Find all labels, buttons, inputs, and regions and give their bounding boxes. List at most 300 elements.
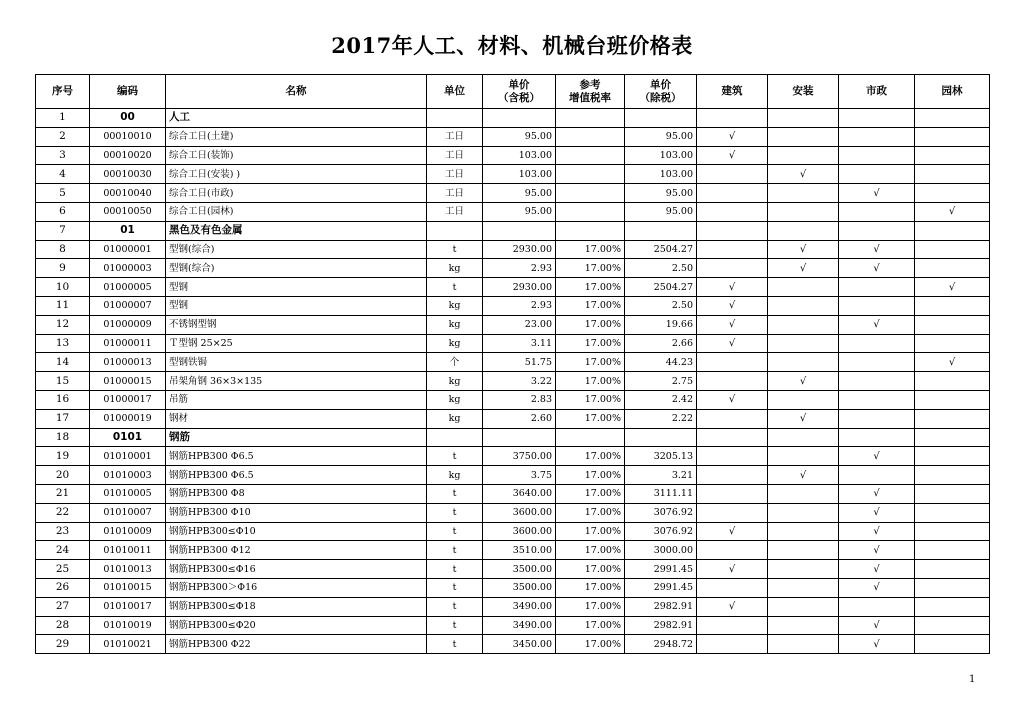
cell-price-notax: 2.50 (625, 296, 697, 315)
cell-seq: 13 (36, 334, 90, 353)
cell-code: 01010009 (90, 522, 166, 541)
cell-unit: kg (427, 390, 483, 409)
cell-unit: t (427, 635, 483, 654)
cell-unit: t (427, 240, 483, 259)
cell-jianzhu (697, 635, 768, 654)
cell-name: 钢筋HPB300＞Φ16 (166, 578, 427, 597)
cell-shizheng (839, 165, 915, 184)
cell-yuanlin (915, 296, 990, 315)
cell-price-notax: 44.23 (625, 353, 697, 372)
cell-shizheng (839, 202, 915, 221)
table-row (36, 334, 990, 353)
cell-unit: 个 (427, 353, 483, 372)
cell-anzhuang: √ (768, 372, 839, 391)
cell-price-tax: 3450.00 (483, 635, 556, 654)
cell-shizheng (839, 409, 915, 428)
cell-jianzhu (697, 109, 768, 128)
cell-code: 00010050 (90, 202, 166, 221)
cell-seq: 5 (36, 184, 90, 203)
cell-price-tax: 3.11 (483, 334, 556, 353)
cell-unit: 工日 (427, 127, 483, 146)
cell-yuanlin (915, 447, 990, 466)
cell-code: 01000003 (90, 259, 166, 278)
cell-price-notax: 3205.13 (625, 447, 697, 466)
header-row (36, 75, 990, 109)
cell-code: 01000001 (90, 240, 166, 259)
cell-unit (427, 109, 483, 128)
cell-seq: 4 (36, 165, 90, 184)
cell-unit: kg (427, 259, 483, 278)
cell-seq: 15 (36, 372, 90, 391)
cell-seq: 7 (36, 221, 90, 240)
cell-name: 型钢 (166, 278, 427, 297)
cell-price-tax: 3.22 (483, 372, 556, 391)
cell-price-tax: 3600.00 (483, 503, 556, 522)
cell-seq: 12 (36, 315, 90, 334)
table-row (36, 259, 990, 278)
cell-code: 00010040 (90, 184, 166, 203)
table-row (36, 296, 990, 315)
cell-price-tax: 3750.00 (483, 447, 556, 466)
cell-name: 综合工日(园林) (166, 202, 427, 221)
cell-unit: t (427, 484, 483, 503)
cell-name: Ｔ型钢 25×25 (166, 334, 427, 353)
cell-shizheng: √ (839, 541, 915, 560)
cell-vat: 17.00% (556, 635, 625, 654)
cell-unit: t (427, 560, 483, 579)
cell-shizheng: √ (839, 503, 915, 522)
cell-vat: 17.00% (556, 597, 625, 616)
cell-price-tax: 3490.00 (483, 597, 556, 616)
cell-unit: t (427, 578, 483, 597)
cell-unit: kg (427, 466, 483, 485)
cell-anzhuang (768, 616, 839, 635)
cell-price-tax: 3500.00 (483, 560, 556, 579)
cell-yuanlin (915, 616, 990, 635)
cell-shizheng: √ (839, 616, 915, 635)
cell-anzhuang (768, 278, 839, 297)
cell-yuanlin (915, 184, 990, 203)
cell-vat: 17.00% (556, 315, 625, 334)
cell-price-tax: 2.93 (483, 259, 556, 278)
cell-jianzhu (697, 240, 768, 259)
cell-price-tax: 2930.00 (483, 278, 556, 297)
cell-yuanlin: √ (915, 202, 990, 221)
cell-price-notax: 2991.45 (625, 578, 697, 597)
cell-code: 01010003 (90, 466, 166, 485)
cell-yuanlin (915, 315, 990, 334)
cell-shizheng (839, 109, 915, 128)
cell-unit: t (427, 278, 483, 297)
cell-yuanlin (915, 428, 990, 447)
cell-seq: 20 (36, 466, 90, 485)
cell-price-tax: 2.83 (483, 390, 556, 409)
cell-price-tax: 103.00 (483, 165, 556, 184)
cell-anzhuang (768, 315, 839, 334)
cell-jianzhu: √ (697, 334, 768, 353)
cell-anzhuang: √ (768, 466, 839, 485)
cell-vat: 17.00% (556, 466, 625, 485)
header-vat-line2: 增值税率 (569, 91, 611, 104)
cell-shizheng (839, 466, 915, 485)
table-row (36, 146, 990, 165)
cell-seq: 16 (36, 390, 90, 409)
cell-price-notax: 2982.91 (625, 616, 697, 635)
cell-seq: 2 (36, 127, 90, 146)
cell-price-tax: 3600.00 (483, 522, 556, 541)
cell-vat (556, 428, 625, 447)
cell-vat: 17.00% (556, 296, 625, 315)
cell-seq: 25 (36, 560, 90, 579)
cell-price-notax: 2.42 (625, 390, 697, 409)
cell-jianzhu: √ (697, 315, 768, 334)
cell-jianzhu: √ (697, 390, 768, 409)
table-body (36, 109, 990, 654)
cell-vat: 17.00% (556, 560, 625, 579)
cell-shizheng (839, 146, 915, 165)
cell-price-tax (483, 428, 556, 447)
cell-price-notax: 2.50 (625, 259, 697, 278)
cell-code: 01010019 (90, 616, 166, 635)
cell-name: 型钢 (166, 296, 427, 315)
cell-price-notax: 2.22 (625, 409, 697, 428)
cell-yuanlin (915, 560, 990, 579)
cell-price-notax: 103.00 (625, 146, 697, 165)
cell-price-notax: 95.00 (625, 202, 697, 221)
cell-jianzhu (697, 484, 768, 503)
table-row (36, 484, 990, 503)
cell-jianzhu (697, 428, 768, 447)
header-price-tax (483, 75, 556, 109)
cell-jianzhu: √ (697, 597, 768, 616)
cell-code: 01010005 (90, 484, 166, 503)
cell-anzhuang (768, 522, 839, 541)
cell-shizheng: √ (839, 447, 915, 466)
cell-code: 00 (90, 109, 166, 128)
cell-jianzhu (697, 616, 768, 635)
cell-yuanlin (915, 409, 990, 428)
cell-yuanlin: √ (915, 278, 990, 297)
table-row (36, 202, 990, 221)
cell-jianzhu (697, 353, 768, 372)
cell-price-tax: 2930.00 (483, 240, 556, 259)
cell-shizheng (839, 334, 915, 353)
cell-price-tax: 95.00 (483, 184, 556, 203)
cell-code: 00010010 (90, 127, 166, 146)
cell-jianzhu (697, 221, 768, 240)
cell-anzhuang (768, 390, 839, 409)
cell-seq: 21 (36, 484, 90, 503)
cell-anzhuang (768, 578, 839, 597)
table-row (36, 409, 990, 428)
cell-vat (556, 165, 625, 184)
cell-vat: 17.00% (556, 616, 625, 635)
cell-price-notax: 95.00 (625, 127, 697, 146)
cell-unit: kg (427, 315, 483, 334)
cell-code: 01010007 (90, 503, 166, 522)
cell-anzhuang (768, 541, 839, 560)
cell-vat: 17.00% (556, 522, 625, 541)
cell-price-tax: 95.00 (483, 127, 556, 146)
cell-price-tax (483, 109, 556, 128)
header-price-notax (625, 75, 697, 109)
cell-yuanlin (915, 541, 990, 560)
cell-vat (556, 146, 625, 165)
cell-code: 01010021 (90, 635, 166, 654)
cell-price-notax: 2948.72 (625, 635, 697, 654)
cell-anzhuang (768, 109, 839, 128)
cell-yuanlin (915, 165, 990, 184)
cell-yuanlin (915, 503, 990, 522)
cell-unit: kg (427, 372, 483, 391)
cell-yuanlin (915, 466, 990, 485)
cell-shizheng (839, 353, 915, 372)
cell-price-notax: 2504.27 (625, 278, 697, 297)
cell-seq: 23 (36, 522, 90, 541)
cell-shizheng (839, 390, 915, 409)
cell-name: 综合工日(装饰) (166, 146, 427, 165)
cell-anzhuang (768, 635, 839, 654)
table-row (36, 503, 990, 522)
cell-seq: 1 (36, 109, 90, 128)
cell-code: 01010011 (90, 541, 166, 560)
cell-vat (556, 127, 625, 146)
header-vat (556, 75, 625, 109)
cell-seq: 28 (36, 616, 90, 635)
cell-jianzhu (697, 259, 768, 278)
cell-jianzhu (697, 578, 768, 597)
cell-vat: 17.00% (556, 503, 625, 522)
cell-vat: 17.00% (556, 278, 625, 297)
cell-jianzhu: √ (697, 278, 768, 297)
cell-yuanlin: √ (915, 353, 990, 372)
cell-seq: 29 (36, 635, 90, 654)
cell-name: 人工 (166, 109, 427, 128)
cell-yuanlin (915, 221, 990, 240)
cell-unit (427, 221, 483, 240)
cell-jianzhu: √ (697, 560, 768, 579)
cell-yuanlin (915, 240, 990, 259)
cell-shizheng: √ (839, 315, 915, 334)
cell-shizheng: √ (839, 259, 915, 278)
header-price-tax-line2: （含税） (498, 91, 540, 104)
table-row (36, 597, 990, 616)
cell-shizheng (839, 221, 915, 240)
cell-price-tax: 3490.00 (483, 616, 556, 635)
cell-jianzhu (697, 165, 768, 184)
cell-price-notax: 3076.92 (625, 503, 697, 522)
cell-yuanlin (915, 578, 990, 597)
cell-yuanlin (915, 597, 990, 616)
cell-price-notax: 2.75 (625, 372, 697, 391)
cell-anzhuang (768, 503, 839, 522)
cell-code: 01010017 (90, 597, 166, 616)
cell-jianzhu (697, 541, 768, 560)
cell-jianzhu: √ (697, 296, 768, 315)
cell-code: 01000009 (90, 315, 166, 334)
table-row (36, 315, 990, 334)
cell-jianzhu (697, 202, 768, 221)
cell-shizheng (839, 296, 915, 315)
group-row (36, 221, 990, 240)
cell-jianzhu (697, 184, 768, 203)
table-row (36, 541, 990, 560)
cell-seq: 6 (36, 202, 90, 221)
cell-vat (556, 184, 625, 203)
table-row (36, 184, 990, 203)
cell-anzhuang: √ (768, 165, 839, 184)
cell-unit: 工日 (427, 184, 483, 203)
cell-shizheng: √ (839, 635, 915, 654)
cell-jianzhu: √ (697, 522, 768, 541)
table-row (36, 127, 990, 146)
cell-seq: 17 (36, 409, 90, 428)
cell-yuanlin (915, 334, 990, 353)
cell-code: 01010015 (90, 578, 166, 597)
cell-price-notax: 2.66 (625, 334, 697, 353)
cell-code: 01000007 (90, 296, 166, 315)
header-code: 编码 (90, 75, 166, 109)
header-seq: 序号 (36, 75, 90, 109)
cell-anzhuang: √ (768, 259, 839, 278)
cell-name: 吊架角钢 36×3×135 (166, 372, 427, 391)
cell-price-notax: 3000.00 (625, 541, 697, 560)
header-yuanlin: 园林 (915, 75, 990, 109)
cell-shizheng (839, 372, 915, 391)
cell-shizheng: √ (839, 560, 915, 579)
table-row (36, 560, 990, 579)
cell-price-tax (483, 221, 556, 240)
cell-unit: kg (427, 296, 483, 315)
cell-code: 01000017 (90, 390, 166, 409)
cell-seq: 9 (36, 259, 90, 278)
cell-yuanlin (915, 109, 990, 128)
cell-name: 钢筋HPB300 Φ22 (166, 635, 427, 654)
cell-shizheng: √ (839, 484, 915, 503)
cell-price-notax (625, 221, 697, 240)
cell-code: 00010030 (90, 165, 166, 184)
cell-yuanlin (915, 390, 990, 409)
group-row (36, 109, 990, 128)
cell-jianzhu: √ (697, 146, 768, 165)
cell-price-notax: 19.66 (625, 315, 697, 334)
cell-price-notax: 2991.45 (625, 560, 697, 579)
cell-name: 钢筋HPB300≤Φ10 (166, 522, 427, 541)
cell-price-notax: 3111.11 (625, 484, 697, 503)
cell-seq: 3 (36, 146, 90, 165)
cell-price-tax: 3640.00 (483, 484, 556, 503)
cell-name: 型钢铁锔 (166, 353, 427, 372)
cell-name: 综合工日(土建) (166, 127, 427, 146)
cell-price-tax: 3500.00 (483, 578, 556, 597)
cell-unit: t (427, 522, 483, 541)
cell-shizheng (839, 278, 915, 297)
table-row (36, 165, 990, 184)
cell-vat: 17.00% (556, 447, 625, 466)
cell-price-notax: 3.21 (625, 466, 697, 485)
cell-anzhuang (768, 221, 839, 240)
cell-vat (556, 109, 625, 128)
cell-anzhuang (768, 447, 839, 466)
cell-seq: 27 (36, 597, 90, 616)
header-shizheng: 市政 (839, 75, 915, 109)
cell-yuanlin (915, 259, 990, 278)
cell-unit (427, 428, 483, 447)
cell-name: 钢筋HPB300 Φ6.5 (166, 447, 427, 466)
cell-code: 01010013 (90, 560, 166, 579)
cell-name: 综合工日(安装) ) (166, 165, 427, 184)
table-row (36, 240, 990, 259)
cell-price-notax: 95.00 (625, 184, 697, 203)
cell-name: 钢筋HPB300 Φ8 (166, 484, 427, 503)
cell-vat (556, 202, 625, 221)
cell-unit: kg (427, 409, 483, 428)
cell-price-tax: 23.00 (483, 315, 556, 334)
header-price-tax-line1: 单价 (508, 78, 530, 91)
cell-price-tax: 3.75 (483, 466, 556, 485)
cell-anzhuang (768, 334, 839, 353)
cell-code: 01000005 (90, 278, 166, 297)
table-row (36, 372, 990, 391)
cell-seq: 26 (36, 578, 90, 597)
cell-shizheng (839, 428, 915, 447)
table-row (36, 522, 990, 541)
cell-vat: 17.00% (556, 259, 625, 278)
cell-yuanlin (915, 372, 990, 391)
cell-code: 00010020 (90, 146, 166, 165)
cell-shizheng (839, 127, 915, 146)
cell-anzhuang (768, 202, 839, 221)
cell-yuanlin (915, 127, 990, 146)
cell-name: 钢筋 (166, 428, 427, 447)
cell-anzhuang: √ (768, 240, 839, 259)
cell-name: 型钢(综合) (166, 259, 427, 278)
cell-yuanlin (915, 484, 990, 503)
table-row (36, 635, 990, 654)
cell-name: 黑色及有色金属 (166, 221, 427, 240)
cell-vat: 17.00% (556, 484, 625, 503)
cell-price-tax: 103.00 (483, 146, 556, 165)
cell-vat: 17.00% (556, 334, 625, 353)
cell-price-notax (625, 109, 697, 128)
cell-anzhuang (768, 146, 839, 165)
cell-name: 不锈钢型钢 (166, 315, 427, 334)
cell-price-tax: 3510.00 (483, 541, 556, 560)
cell-vat: 17.00% (556, 353, 625, 372)
cell-anzhuang (768, 560, 839, 579)
cell-unit: t (427, 616, 483, 635)
cell-price-tax: 95.00 (483, 202, 556, 221)
cell-code: 01010001 (90, 447, 166, 466)
cell-code: 01000013 (90, 353, 166, 372)
header-jianzhu: 建筑 (697, 75, 768, 109)
header-price-notax-line2: （除税） (639, 91, 682, 104)
header-anzhuang: 安装 (768, 75, 839, 109)
cell-name: 钢筋HPB300 Φ10 (166, 503, 427, 522)
cell-unit: t (427, 503, 483, 522)
cell-vat: 17.00% (556, 409, 625, 428)
cell-unit: t (427, 597, 483, 616)
cell-anzhuang (768, 597, 839, 616)
cell-vat: 17.00% (556, 390, 625, 409)
cell-yuanlin (915, 635, 990, 654)
header-name: 名称 (166, 75, 427, 109)
price-table (35, 74, 990, 654)
cell-unit: t (427, 447, 483, 466)
cell-jianzhu (697, 447, 768, 466)
cell-anzhuang (768, 184, 839, 203)
header-vat-line1: 参考 (579, 78, 601, 91)
